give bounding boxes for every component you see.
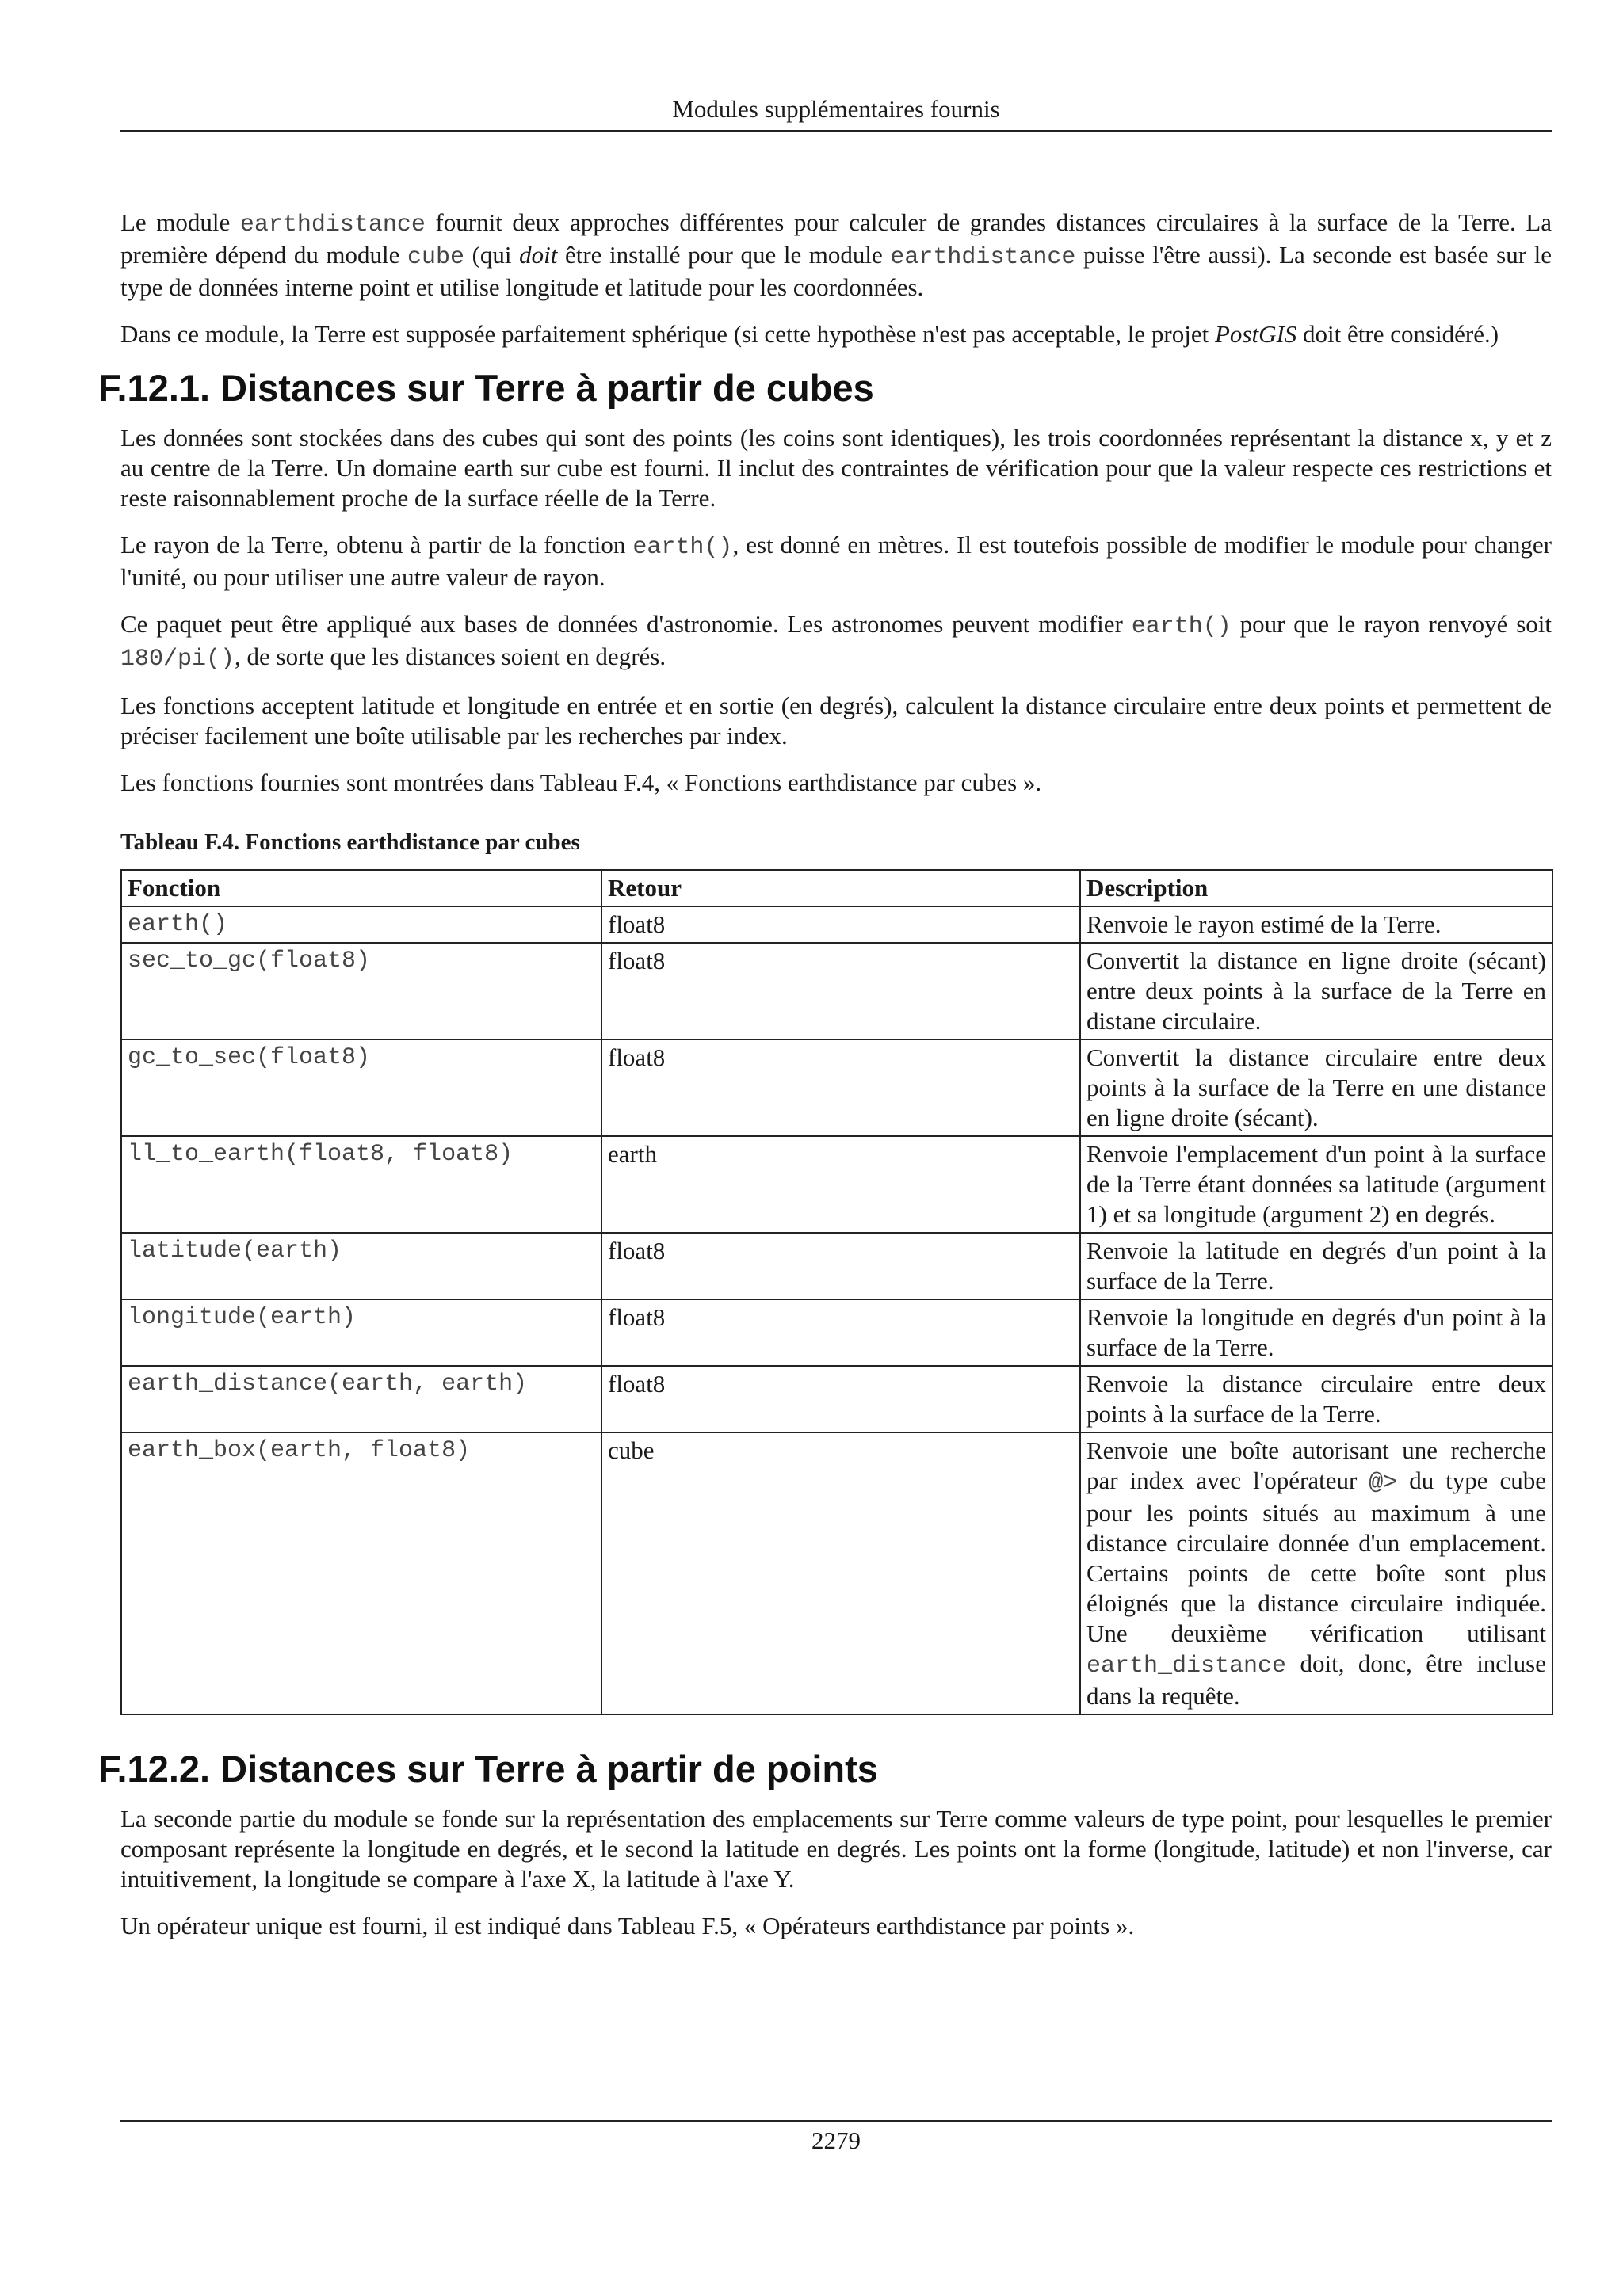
description-cell: Convertit la distance circulaire entre deux points à la surface de la Terre en une distance en ligne droite (sécant).: [1080, 1039, 1552, 1136]
return-cell: earth: [601, 1136, 1080, 1233]
table-row: [121, 1233, 1552, 1299]
description-cell: Renvoie la latitude en degrés d'un point à la surface de la Terre.: [1080, 1233, 1552, 1299]
column-header: Fonction: [121, 870, 601, 906]
function-cell: earth_distance(earth, earth): [121, 1366, 601, 1432]
section-heading-points: F.12.2. Distances sur Terre à partir de points: [98, 1748, 878, 1790]
return-cell: float8: [601, 1233, 1080, 1299]
page-header: [120, 93, 1552, 132]
inline-code: @>: [1369, 1470, 1398, 1497]
page-content: [98, 208, 1552, 1958]
table-row: [121, 1039, 1552, 1136]
description-cell: Renvoie la distance circulaire entre deux points à la surface de la Terre.: [1080, 1366, 1552, 1432]
function-cell: latitude(earth): [121, 1233, 601, 1299]
cubes-paragraph-4: Les fonctions acceptent latitude et longitude en entrée et en sortie (en degrés), calculent la distance circulaire entre deux points et permettent de préciser facilement une boîte utilisable par les recherches par index.: [120, 692, 1552, 749]
table-row: [121, 1136, 1552, 1233]
description-cell: Convertit la distance en ligne droite (sécant) entre deux points à la surface de la Terre en distane circulaire.: [1080, 943, 1552, 1039]
cubes-paragraph-5: Les fonctions fournies sont montrées dans Tableau F.4, « Fonctions earthdistance par cubes ».: [120, 769, 1042, 796]
inline-code: earthdistance: [239, 212, 426, 238]
cubes-paragraph-2: Le rayon de la Terre, obtenu à partir de la fonction earth(), est donné en mètres. Il est toutefois possible de modifier le module pour changer l'unité, ou pour utiliser une autre valeur de rayon.: [120, 531, 1552, 591]
inline-code: 180/pi(): [120, 646, 235, 673]
inline-code: cube: [407, 244, 465, 271]
inline-code: earth(): [632, 534, 733, 561]
return-cell: cube: [601, 1432, 1080, 1714]
intro-paragraph-1: Le module earthdistance fournit deux approches différentes pour calculer de grandes distances circulaires à la surface de la Terre. La première dépend du module cube (qui doit être installé pour que le module earthdistance puisse l'être aussi). La seconde est basée sur le type de données interne point et utilise longitude et latitude pour les coordonnées.: [120, 208, 1552, 301]
table-header-row: [121, 870, 1552, 906]
points-paragraph-1: La seconde partie du module se fonde sur la représentation des emplacements sur Terre comme valeurs de type point, pour lesquelles le premier composant représente la longitude en degrés, et le second la latitude en degrés. Les points ont la forme (longitude, latitude) et non l'inverse, car intuitivement, la longitude se compare à l'axe X, la latitude à l'axe Y.: [120, 1805, 1552, 1893]
table-row: [121, 1366, 1552, 1432]
function-cell: sec_to_gc(float8): [121, 943, 601, 1039]
cubes-paragraph-1: Les données sont stockées dans des cubes qui sont des points (les coins sont identiques), les trois coordonnées représentant la distance x, y et z au centre de la Terre. Un domaine earth sur cube est fourni. Il inclut des contraintes de vérification pour que la valeur respecte ces restrictions et reste raisonnablement proche de la surface réelle de la Terre.: [120, 424, 1552, 512]
description-cell: Renvoie l'emplacement d'un point à la surface de la Terre étant données sa latitude (argument 1) et sa longitude (argument 2) en degrés.: [1080, 1136, 1552, 1233]
return-cell: float8: [601, 1039, 1080, 1136]
return-cell: float8: [601, 1299, 1080, 1366]
page-footer: [120, 2120, 1552, 2157]
functions-table: [120, 869, 1553, 1715]
emphasis: PostGIS: [1214, 320, 1297, 348]
section-heading-cubes: F.12.1. Distances sur Terre à partir de cubes: [98, 367, 874, 409]
running-title: Modules supplémentaires fournis: [672, 95, 1000, 123]
function-cell: earth(): [121, 906, 601, 943]
description-cell: Renvoie une boîte autorisant une recherche par index avec l'opérateur @> du type cube pour les points situés au maximum à une distance circulaire donnée d'un emplacement. Certains points de cette boîte sont plus éloignés que la distance circulaire indiquée. Une deuxième vérification utilisant earth_distance doit, donc, être incluse dans la requête.: [1080, 1432, 1552, 1714]
cubes-paragraph-3: Ce paquet peut être appliqué aux bases de données d'astronomie. Les astronomes peuvent modifier earth() pour que le rayon renvoyé soit 180/pi(), de sorte que les distances soient en degrés.: [120, 610, 1552, 673]
function-cell: gc_to_sec(float8): [121, 1039, 601, 1136]
return-cell: float8: [601, 943, 1080, 1039]
return-cell: float8: [601, 1366, 1080, 1432]
description-cell: Renvoie la longitude en degrés d'un point à la surface de la Terre.: [1080, 1299, 1552, 1366]
table-row: [121, 1299, 1552, 1366]
inline-code: earth(): [1131, 613, 1232, 640]
table-caption: Tableau F.4. Fonctions earthdistance par cubes: [120, 830, 580, 855]
points-paragraph-2: Un opérateur unique est fourni, il est indiqué dans Tableau F.5, « Opérateurs earthdistance par points ».: [120, 1912, 1135, 1939]
page-number: 2279: [812, 2126, 861, 2154]
column-header: Description: [1080, 870, 1552, 906]
table-row: [121, 906, 1552, 943]
description-cell: Renvoie le rayon estimé de la Terre.: [1080, 906, 1552, 943]
intro-paragraph-2: Dans ce module, la Terre est supposée parfaitement sphérique (si cette hypothèse n'est pas acceptable, le projet PostGIS doit être considéré.): [120, 320, 1499, 348]
function-cell: earth_box(earth, float8): [121, 1432, 601, 1714]
return-cell: float8: [601, 906, 1080, 943]
emphasis: doit: [519, 241, 558, 269]
inline-code: earth_distance: [1086, 1653, 1287, 1680]
column-header: Retour: [601, 870, 1080, 906]
table-row: [121, 1432, 1552, 1714]
function-cell: longitude(earth): [121, 1299, 601, 1366]
inline-code: earthdistance: [890, 244, 1076, 271]
table-row: [121, 943, 1552, 1039]
function-cell: ll_to_earth(float8, float8): [121, 1136, 601, 1233]
